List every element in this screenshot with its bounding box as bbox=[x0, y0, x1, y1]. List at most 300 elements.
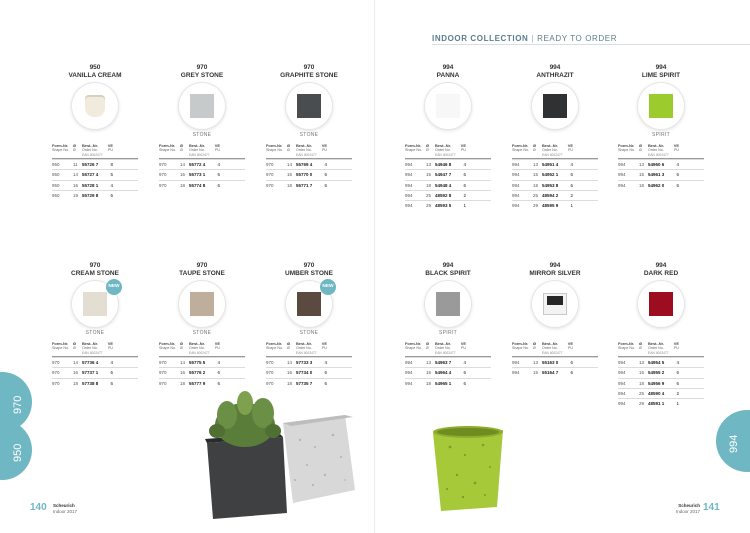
cell-pu: 6 bbox=[217, 172, 220, 178]
col-diameter-en: Ø bbox=[533, 148, 536, 152]
cell-diameter: 18 bbox=[426, 380, 432, 386]
cell-order: 48594 2 bbox=[542, 193, 559, 199]
col-pu: VE bbox=[673, 143, 679, 148]
form-number: 994 bbox=[442, 64, 454, 71]
col-form: Form-Nr. bbox=[159, 341, 176, 346]
pot-image bbox=[190, 94, 214, 118]
pot-image bbox=[297, 94, 321, 118]
cell-pu: 4 bbox=[463, 360, 466, 366]
page-number-right: 141 bbox=[703, 502, 720, 513]
order-table bbox=[52, 143, 138, 200]
table-row bbox=[52, 159, 138, 169]
cell-order: 54960 6 bbox=[648, 162, 665, 168]
footer-edition-right: Indoor 2017 bbox=[676, 508, 701, 514]
col-order-en: Order No. bbox=[189, 148, 205, 152]
form-number: 970 bbox=[303, 64, 315, 71]
table-row bbox=[512, 180, 598, 190]
table-row bbox=[512, 200, 598, 210]
table-row bbox=[52, 357, 138, 367]
col-form: Form-Nr. bbox=[512, 143, 529, 148]
table-row bbox=[159, 159, 245, 169]
new-badge: NEW bbox=[320, 279, 336, 295]
cell-form: 994 bbox=[405, 172, 413, 178]
table-row bbox=[266, 159, 352, 169]
col-order-en: Order No. bbox=[648, 346, 664, 350]
ean-prefix: EAN 4002477 bbox=[542, 153, 563, 157]
col-order: Best.-Nr. bbox=[296, 143, 312, 148]
product-name: GREY STONE bbox=[180, 72, 224, 79]
cell-diameter: 16 bbox=[287, 172, 293, 178]
col-pu: VE bbox=[321, 143, 327, 148]
product-thumbnail bbox=[179, 281, 225, 327]
col-form-en: Shape No. bbox=[405, 346, 422, 350]
col-form: Form-Nr. bbox=[159, 143, 176, 148]
cell-diameter: 18 bbox=[180, 182, 186, 188]
cell-order: 55771 7 bbox=[296, 182, 313, 188]
col-order: Best.-Nr. bbox=[435, 143, 451, 148]
cell-form: 950 bbox=[52, 162, 60, 168]
cell-order: 57733 3 bbox=[296, 360, 313, 366]
ean-prefix: EAN 4002477 bbox=[296, 153, 317, 157]
cell-pu: 2 bbox=[463, 193, 466, 199]
col-order-en: Order No. bbox=[189, 346, 205, 350]
cell-pu: 6 bbox=[570, 370, 573, 376]
cell-diameter: 29 bbox=[533, 203, 539, 209]
product-thumbnail bbox=[286, 83, 332, 129]
cell-pu: 6 bbox=[463, 370, 466, 376]
table-row bbox=[618, 367, 704, 377]
product-thumbnail bbox=[532, 281, 578, 327]
cell-pu: 8 bbox=[110, 162, 113, 168]
ean-prefix: EAN 4002477 bbox=[648, 351, 669, 355]
col-pu: VE bbox=[673, 341, 679, 346]
product-thumbnail bbox=[425, 281, 471, 327]
table-row bbox=[266, 367, 352, 377]
product-name: UMBER STONE bbox=[285, 270, 333, 277]
product-card bbox=[262, 64, 356, 190]
cell-pu: 6 bbox=[676, 370, 679, 376]
product-card bbox=[155, 64, 249, 190]
cell-diameter: 25 bbox=[533, 193, 539, 199]
product-name: TAUPE STONE bbox=[179, 270, 225, 277]
pot-image bbox=[190, 292, 214, 316]
cell-form: 994 bbox=[405, 203, 413, 209]
ean-prefix: EAN 4002477 bbox=[435, 351, 456, 355]
cell-order: 55777 9 bbox=[189, 380, 206, 386]
cell-pu: 4 bbox=[676, 360, 679, 366]
table-row bbox=[512, 169, 598, 179]
col-form-en: Shape No. bbox=[52, 148, 69, 152]
material-label: STONE bbox=[299, 330, 319, 336]
order-table bbox=[512, 341, 598, 378]
material-label: STONE bbox=[192, 330, 212, 336]
col-diameter-en: Ø bbox=[287, 346, 290, 350]
footer-brand-right bbox=[676, 503, 700, 514]
form-number: 994 bbox=[549, 262, 561, 269]
new-badge: NEW bbox=[106, 279, 122, 295]
product-thumbnail bbox=[532, 83, 578, 129]
col-order-en: Order No. bbox=[542, 346, 558, 350]
footer-brand-name-left: Scheurich bbox=[53, 503, 75, 508]
cell-order: 48590 4 bbox=[648, 391, 665, 397]
cell-form: 994 bbox=[405, 370, 413, 376]
cell-form: 970 bbox=[159, 172, 167, 178]
cell-order: 55774 8 bbox=[189, 182, 206, 188]
cell-order: 55163 0 bbox=[542, 360, 559, 366]
col-form: Form-Nr. bbox=[266, 143, 283, 148]
cell-order: 54951 4 bbox=[542, 162, 559, 168]
col-order-en: Order No. bbox=[296, 148, 312, 152]
col-order: Best.-Nr. bbox=[435, 341, 451, 346]
cell-pu: 2 bbox=[570, 193, 573, 199]
pot-image bbox=[543, 94, 567, 118]
product-card bbox=[508, 262, 602, 378]
cell-order: 55726 7 bbox=[82, 162, 99, 168]
cell-order: 48595 9 bbox=[542, 203, 559, 209]
table-row bbox=[266, 169, 352, 179]
cell-form: 970 bbox=[266, 172, 274, 178]
cell-form: 950 bbox=[52, 182, 60, 188]
cell-order: 55772 4 bbox=[189, 162, 206, 168]
col-diameter-en: Ø bbox=[73, 346, 76, 350]
col-pu: VE bbox=[460, 341, 466, 346]
order-table bbox=[159, 143, 245, 190]
table-row bbox=[405, 200, 491, 210]
side-tab-label-994: 994 bbox=[728, 434, 740, 453]
product-name: LIME SPIRIT bbox=[641, 72, 681, 79]
table-row bbox=[405, 357, 491, 367]
table-row bbox=[512, 357, 598, 367]
product-name: ANTHRAZIT bbox=[536, 72, 574, 79]
col-form-en: Shape No. bbox=[512, 148, 529, 152]
header-subtitle: READY TO ORDER bbox=[537, 34, 618, 43]
ean-prefix: EAN 4002477 bbox=[296, 351, 317, 355]
cell-diameter: 11 bbox=[73, 162, 78, 168]
footer-brand-name-right: Scheurich bbox=[678, 503, 701, 508]
cell-order: 54948 4 bbox=[435, 182, 452, 188]
cell-pu: 6 bbox=[324, 370, 327, 376]
order-table bbox=[266, 341, 352, 388]
table-row bbox=[52, 378, 138, 388]
col-form-en: Shape No. bbox=[618, 148, 635, 152]
col-pu-en: PU bbox=[108, 346, 113, 350]
col-diameter: Ø bbox=[426, 341, 430, 346]
product-card bbox=[401, 262, 495, 388]
cell-form: 970 bbox=[266, 162, 274, 168]
cell-pu: 1 bbox=[463, 203, 466, 209]
page-number-left: 140 bbox=[30, 502, 47, 513]
cell-diameter: 15 bbox=[639, 172, 645, 178]
col-form: Form-Nr. bbox=[266, 341, 283, 346]
cell-order: 57737 1 bbox=[82, 370, 99, 376]
cell-diameter: 25 bbox=[426, 193, 432, 199]
col-order-en: Order No. bbox=[542, 148, 558, 152]
collection-header bbox=[432, 34, 617, 43]
col-diameter-en: Ø bbox=[287, 148, 290, 152]
table-row bbox=[618, 159, 704, 169]
col-pu-en: PU bbox=[322, 148, 327, 152]
form-number: 970 bbox=[196, 262, 208, 269]
form-number: 994 bbox=[442, 262, 454, 269]
cell-diameter: 15 bbox=[426, 370, 432, 376]
cell-diameter: 18 bbox=[639, 380, 645, 386]
col-order: Best.-Nr. bbox=[542, 341, 558, 346]
form-number: 970 bbox=[89, 262, 101, 269]
cell-diameter: 18 bbox=[533, 182, 539, 188]
header-title: INDOOR COLLECTION bbox=[432, 34, 529, 43]
cell-pu: 6 bbox=[324, 380, 327, 386]
cell-pu: 6 bbox=[463, 172, 466, 178]
table-row bbox=[159, 367, 245, 377]
cell-diameter: 14 bbox=[287, 360, 293, 366]
cell-order: 57734 0 bbox=[296, 370, 313, 376]
col-pu-en: PU bbox=[108, 148, 113, 152]
table-row bbox=[52, 180, 138, 190]
col-form: Form-Nr. bbox=[52, 143, 69, 148]
table-row bbox=[512, 367, 598, 377]
col-form: Form-Nr. bbox=[405, 341, 422, 346]
cell-form: 970 bbox=[52, 380, 60, 386]
table-row bbox=[618, 378, 704, 388]
col-diameter-en: Ø bbox=[180, 148, 183, 152]
col-pu: VE bbox=[567, 143, 573, 148]
product-thumbnail bbox=[638, 281, 684, 327]
cell-form: 970 bbox=[159, 380, 167, 386]
table-row bbox=[52, 367, 138, 377]
table-row bbox=[512, 159, 598, 169]
cell-diameter: 14 bbox=[287, 162, 293, 168]
cell-pu: 6 bbox=[570, 360, 573, 366]
cell-form: 994 bbox=[618, 370, 626, 376]
ean-prefix: EAN 4002477 bbox=[648, 153, 669, 157]
cell-diameter: 16 bbox=[180, 370, 186, 376]
cell-order: 54952 1 bbox=[542, 172, 559, 178]
header-rule bbox=[432, 44, 750, 45]
order-table bbox=[618, 143, 704, 190]
cell-form: 970 bbox=[52, 370, 60, 376]
form-number: 950 bbox=[89, 64, 101, 71]
col-order-en: Order No. bbox=[82, 148, 98, 152]
order-table bbox=[405, 143, 491, 210]
cell-pu: 4 bbox=[217, 360, 220, 366]
product-thumbnail bbox=[72, 83, 118, 129]
product-thumbnail bbox=[72, 281, 118, 327]
cell-form: 994 bbox=[405, 360, 413, 366]
cell-diameter: 13 bbox=[533, 162, 539, 168]
order-table bbox=[618, 341, 704, 408]
cell-diameter: 15 bbox=[533, 172, 539, 178]
cell-order: 48592 8 bbox=[435, 193, 452, 199]
cell-diameter: 14 bbox=[73, 172, 79, 178]
material-label bbox=[614, 330, 708, 336]
pot-image bbox=[85, 95, 105, 117]
table-row bbox=[159, 180, 245, 190]
cell-pu: 4 bbox=[676, 162, 679, 168]
cell-diameter: 14 bbox=[73, 360, 79, 366]
product-name: VANILLA CREAM bbox=[68, 72, 122, 79]
col-form: Form-Nr. bbox=[618, 143, 635, 148]
col-pu-en: PU bbox=[322, 346, 327, 350]
cell-diameter: 25 bbox=[639, 391, 645, 397]
col-diameter: Ø bbox=[73, 341, 77, 346]
cell-form: 994 bbox=[618, 391, 626, 397]
cell-pu: 6 bbox=[463, 182, 466, 188]
cell-order: 54964 4 bbox=[435, 370, 452, 376]
cell-diameter: 29 bbox=[426, 203, 432, 209]
col-form-en: Shape No. bbox=[159, 148, 176, 152]
cell-form: 994 bbox=[618, 162, 626, 168]
cell-diameter: 18 bbox=[426, 182, 432, 188]
cell-order: 55728 1 bbox=[82, 182, 99, 188]
cell-order: 55727 4 bbox=[82, 172, 99, 178]
ean-prefix: EAN 4002477 bbox=[435, 153, 456, 157]
pot-image bbox=[436, 94, 460, 118]
col-diameter: Ø bbox=[180, 143, 184, 148]
cell-form: 994 bbox=[512, 172, 520, 178]
product-name: MIRROR SILVER bbox=[529, 270, 581, 277]
material-label: STONE bbox=[192, 132, 212, 138]
cell-form: 970 bbox=[266, 380, 274, 386]
cell-form: 994 bbox=[512, 162, 520, 168]
col-diameter: Ø bbox=[639, 341, 643, 346]
col-diameter: Ø bbox=[533, 341, 537, 346]
col-diameter-en: Ø bbox=[639, 346, 642, 350]
side-tab-label-970: 970 bbox=[12, 395, 24, 414]
cell-order: 55769 4 bbox=[296, 162, 313, 168]
cell-pu: 4 bbox=[463, 162, 466, 168]
ean-prefix: EAN 4002477 bbox=[189, 153, 210, 157]
col-diameter-en: Ø bbox=[73, 148, 76, 152]
table-row bbox=[159, 357, 245, 367]
col-diameter-en: Ø bbox=[426, 346, 429, 350]
cell-pu: 4 bbox=[324, 360, 327, 366]
cell-order: 55164 7 bbox=[542, 370, 559, 376]
cell-form: 970 bbox=[159, 370, 167, 376]
product-photo bbox=[195, 385, 505, 520]
cell-form: 994 bbox=[405, 162, 413, 168]
cell-diameter: 18 bbox=[73, 380, 79, 386]
col-pu-en: PU bbox=[461, 346, 466, 350]
cell-order: 57735 7 bbox=[296, 380, 313, 386]
cell-order: 54946 8 bbox=[435, 162, 452, 168]
cell-form: 994 bbox=[405, 182, 413, 188]
cell-pu: 1 bbox=[570, 203, 573, 209]
cell-form: 970 bbox=[266, 370, 274, 376]
ean-prefix: EAN 4002477 bbox=[189, 351, 210, 355]
material-label bbox=[508, 330, 602, 336]
header-separator: | bbox=[531, 34, 535, 43]
cell-diameter: 18 bbox=[287, 182, 293, 188]
material-label bbox=[508, 132, 602, 138]
cell-form: 994 bbox=[618, 380, 626, 386]
col-diameter: Ø bbox=[639, 143, 643, 148]
cell-form: 994 bbox=[618, 401, 626, 407]
col-pu-en: PU bbox=[568, 346, 573, 350]
ean-prefix: EAN 4002477 bbox=[82, 153, 103, 157]
product-card bbox=[614, 64, 708, 190]
table-row bbox=[52, 190, 138, 200]
pot-image bbox=[543, 293, 567, 315]
cell-order: 55775 5 bbox=[189, 360, 206, 366]
cell-diameter: 13 bbox=[426, 360, 432, 366]
pot-image bbox=[83, 292, 107, 316]
form-number: 994 bbox=[655, 262, 667, 269]
cell-diameter: 15 bbox=[426, 172, 432, 178]
order-table bbox=[52, 341, 138, 388]
col-pu: VE bbox=[321, 341, 327, 346]
pot-image bbox=[649, 94, 673, 118]
col-order: Best.-Nr. bbox=[189, 341, 205, 346]
cell-form: 970 bbox=[159, 182, 167, 188]
cell-pu: 6 bbox=[110, 193, 113, 199]
cell-order: 55776 2 bbox=[189, 370, 206, 376]
side-tab-label-950: 950 bbox=[12, 443, 24, 462]
cell-order: 54955 2 bbox=[648, 370, 665, 376]
col-form-en: Shape No. bbox=[405, 148, 422, 152]
cell-pu: 1 bbox=[676, 401, 679, 407]
col-order: Best.-Nr. bbox=[82, 143, 98, 148]
cell-pu: 6 bbox=[110, 380, 113, 386]
cell-order: 54962 0 bbox=[648, 182, 665, 188]
order-table bbox=[159, 341, 245, 388]
product-thumbnail bbox=[286, 281, 332, 327]
product-name: BLACK SPIRIT bbox=[425, 270, 471, 277]
ean-prefix: EAN 4002477 bbox=[542, 351, 563, 355]
cell-pu: 6 bbox=[217, 370, 220, 376]
cell-pu: 4 bbox=[570, 162, 573, 168]
col-diameter-en: Ø bbox=[426, 148, 429, 152]
form-number: 994 bbox=[655, 64, 667, 71]
table-row bbox=[266, 180, 352, 190]
table-row bbox=[618, 169, 704, 179]
cell-pu: 6 bbox=[676, 182, 679, 188]
cell-diameter: 16 bbox=[73, 370, 79, 376]
product-card bbox=[401, 64, 495, 210]
cell-order: 57736 4 bbox=[82, 360, 99, 366]
col-form: Form-Nr. bbox=[405, 143, 422, 148]
col-order-en: Order No. bbox=[648, 148, 664, 152]
material-label: SPIRIT bbox=[652, 132, 670, 138]
product-card bbox=[614, 262, 708, 408]
col-pu: VE bbox=[214, 341, 220, 346]
col-diameter: Ø bbox=[287, 341, 291, 346]
ean-prefix: EAN 4002477 bbox=[82, 351, 103, 355]
cell-pu: 6 bbox=[676, 380, 679, 386]
cell-diameter: 14 bbox=[180, 162, 186, 168]
cell-pu: 6 bbox=[463, 380, 466, 386]
product-name: GRAPHITE STONE bbox=[280, 72, 338, 79]
cell-order: 55773 1 bbox=[189, 172, 206, 178]
material-label: STONE bbox=[85, 330, 105, 336]
cell-form: 950 bbox=[52, 172, 60, 178]
cell-order: 48591 1 bbox=[648, 401, 665, 407]
col-form-en: Shape No. bbox=[512, 346, 529, 350]
table-row bbox=[405, 180, 491, 190]
material-label: SPIRIT bbox=[439, 330, 457, 336]
table-row bbox=[405, 367, 491, 377]
lime-spirit-pot-photo bbox=[433, 426, 503, 511]
cell-pu: 6 bbox=[324, 172, 327, 178]
cell-diameter: 29 bbox=[639, 401, 645, 407]
footer-brand-left bbox=[53, 503, 77, 514]
col-pu-en: PU bbox=[461, 148, 466, 152]
col-order: Best.-Nr. bbox=[648, 143, 664, 148]
cell-pu: 4 bbox=[110, 360, 113, 366]
col-diameter: Ø bbox=[533, 143, 537, 148]
table-row bbox=[52, 169, 138, 179]
pot-image bbox=[297, 292, 321, 316]
table-row bbox=[405, 169, 491, 179]
